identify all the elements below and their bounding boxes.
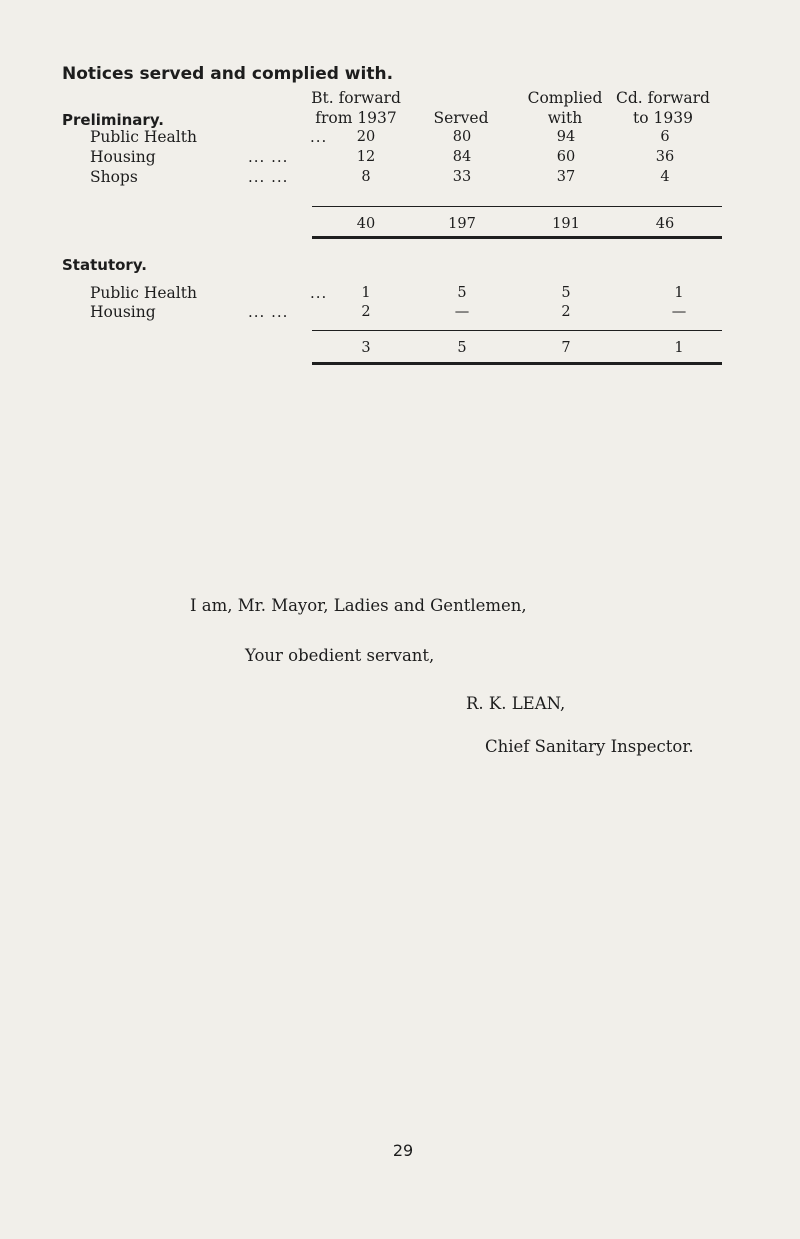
page-number: 29 [392,1141,414,1160]
header-cd-forward-line2: to 1939 [633,109,693,127]
header-bt-forward-line2: from 1937 [315,109,397,127]
cell-bt-forward: 12 [356,149,376,165]
total-bt-forward: 40 [356,216,376,232]
cell-complied: 2 [561,304,571,320]
row-label: Public Health [90,128,197,146]
totals-rule-bottom [312,362,722,365]
cell-served: 33 [452,169,472,185]
leader-dots: ... ... [248,148,289,166]
total-served: 197 [448,216,476,232]
total-cd-forward: 46 [655,216,675,232]
row-label: Shops [90,168,138,186]
total-cd-forward: 1 [674,340,684,356]
row-label: Public Health [90,284,197,302]
section-preliminary-label: Preliminary. [62,111,164,129]
signature-name: R. K. LEAN, [466,694,566,713]
total-served: 5 [457,340,467,356]
header-complied-line2: with [547,109,583,127]
cell-cd-forward: — [671,304,687,320]
cell-complied: 37 [556,169,576,185]
cell-cd-forward: 6 [660,129,670,145]
leader-dots: ... [310,284,328,302]
signature-title: Chief Sanitary Inspector. [485,737,694,756]
total-complied: 191 [552,216,580,232]
leader-dots: ... ... [248,168,289,186]
cell-bt-forward: 8 [361,169,371,185]
cell-complied: 60 [556,149,576,165]
page-title: Notices served and complied with. [62,64,394,84]
cell-bt-forward: 20 [356,129,376,145]
section-statutory-label: Statutory. [62,256,147,274]
cell-served: — [454,304,470,320]
cell-served: 80 [452,129,472,145]
closing-servant: Your obedient servant, [245,646,435,665]
cell-bt-forward: 1 [361,285,371,301]
total-complied: 7 [561,340,571,356]
header-bt-forward-line1: Bt. forward [311,89,401,107]
leader-dots: ... ... [248,303,289,321]
cell-served: 84 [452,149,472,165]
totals-rule-top [312,206,722,207]
totals-rule-top [312,330,722,331]
cell-cd-forward: 1 [674,285,684,301]
closing-salutation: I am, Mr. Mayor, Ladies and Gentlemen, [190,596,527,615]
total-bt-forward: 3 [361,340,371,356]
cell-served: 5 [457,285,467,301]
row-label: Housing [90,148,156,166]
cell-complied: 94 [556,129,576,145]
header-served: Served [433,109,489,127]
totals-rule-bottom [312,236,722,239]
header-cd-forward-line1: Cd. forward [616,89,710,107]
row-label: Housing [90,303,156,321]
cell-cd-forward: 36 [655,149,675,165]
cell-bt-forward: 2 [361,304,371,320]
cell-complied: 5 [561,285,571,301]
header-complied-line1: Complied [527,89,603,107]
leader-dots: ... [310,128,328,146]
cell-cd-forward: 4 [660,169,670,185]
